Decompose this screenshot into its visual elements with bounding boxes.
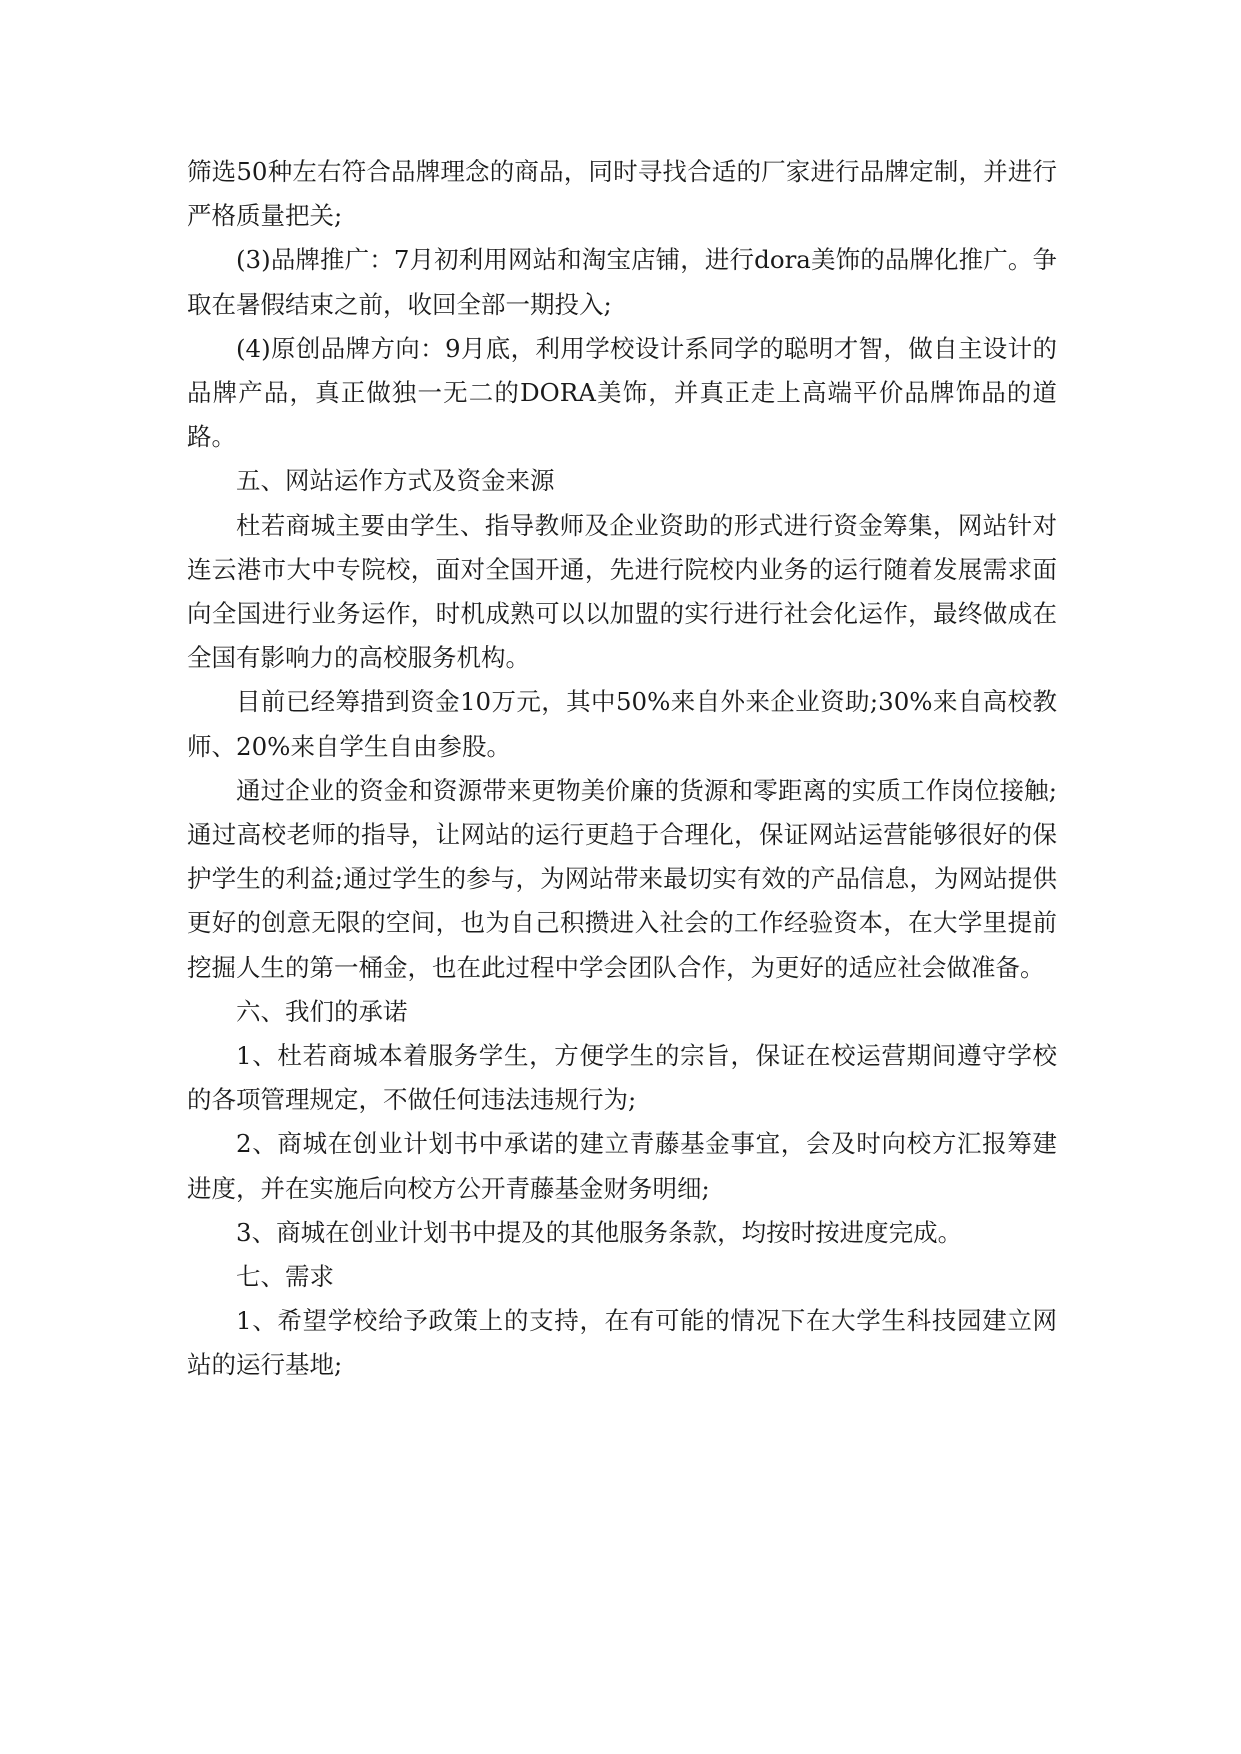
document-body [187,150,1057,1388]
list-item: 3、商城在创业计划书中提及的其他服务条款，均按时按进度完成。 [236,1217,963,1247]
list-item: 1、杜若商城本着服务学生，方便学生的宗旨，保证在校运营期间遵守学校的各项管理规定，不做任何违法违规行为; [187,1041,1057,1115]
paragraph: 目前已经筹措到资金10万元，其中50%来自外来企业资助;30%来自高校教师、20%来自学生自由参股。 [187,687,1057,761]
paragraph: 通过企业的资金和资源带来更物美价廉的货源和零距离的实质工作岗位接触;通过高校老师的指导，让网站的运行更趋于合理化，保证网站运营能够很好的保护学生的利益;通过学生的参与，为网站带来最切实有效的产品信息，为网站提供更好的创意无限的空间，也为自己积攒进入社会的工作经验资本，在大学里提前挖掘人生的第一桶金，也在此过程中学会团队合作，为更好的适应社会做准备。 [187,775,1057,982]
paragraph: (3)品牌推广：7月初利用网站和淘宝店铺，进行dora美饰的品牌化推广。争取在暑假结束之前，收回全部一期投入; [187,245,1057,319]
paragraph: 筛选50种左右符合品牌理念的商品，同时寻找合适的厂家进行品牌定制，并进行严格质量把关; [187,157,1057,231]
section-heading: 七、需求 [236,1262,334,1292]
list-item: 1、希望学校给予政策上的支持，在有可能的情况下在大学生科技园建立网站的运行基地; [187,1306,1057,1380]
section-heading: 五、网站运作方式及资金来源 [236,466,555,496]
paragraph: 杜若商城主要由学生、指导教师及企业资助的形式进行资金筹集，网站针对连云港市大中专院校，面对全国开通，先进行院校内业务的运行随着发展需求面向全国进行业务运作，时机成熟可以以加盟的实行进行社会化运作，最终做成在全国有影响力的高校服务机构。 [187,510,1057,673]
list-item: 2、商城在创业计划书中承诺的建立青藤基金事宜，会及时向校方汇报筹建进度，并在实施后向校方公开青藤基金财务明细; [187,1129,1057,1203]
section-heading: 六、我们的承诺 [236,996,408,1026]
paragraph: (4)原创品牌方向：9月底，利用学校设计系同学的聪明才智，做自主设计的品牌产品，真正做独一无二的DORA美饰，并真正走上高端平价品牌饰品的道路。 [187,333,1057,452]
